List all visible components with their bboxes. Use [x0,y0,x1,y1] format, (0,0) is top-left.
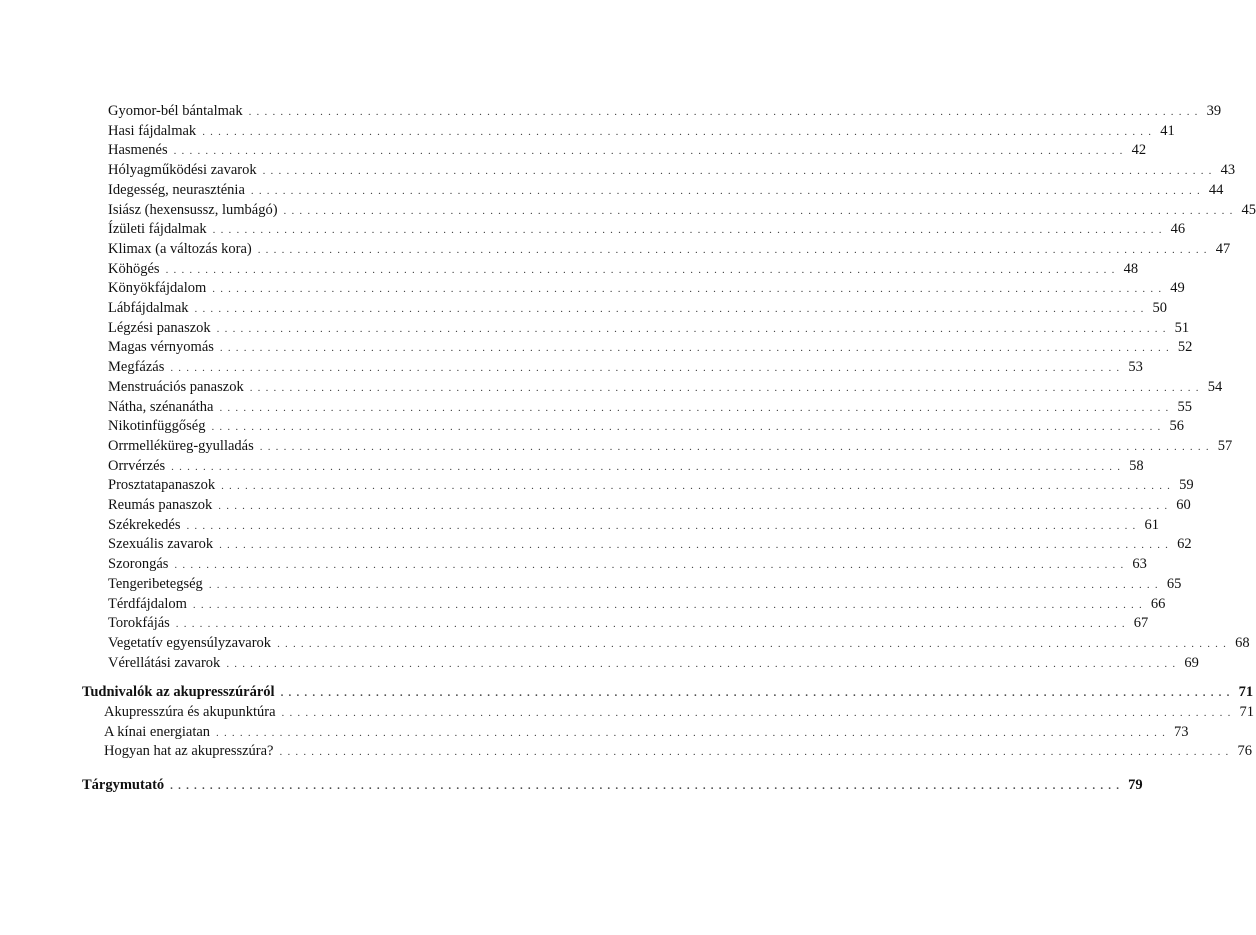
toc-entry[interactable] [108,437,1233,456]
toc-entry-title: Idegesség, neuraszténia [108,181,245,198]
dot-leader: ........................................................................................................................ [165,263,1120,276]
dot-leader: ........................................................................................................................ [211,421,1166,434]
toc-entry-title: Hasi fájdalmak [108,122,197,139]
toc-entry[interactable] [104,723,1189,742]
toc-entry-title: Nátha, szénanátha [108,398,214,415]
toc-entry-title: Térdfájdalom [108,595,187,612]
toc-entry-page: 59 [1179,477,1194,494]
toc-entry-title: Megfázás [108,359,165,376]
toc-entry-page: 39 [1206,103,1222,119]
toc-entry-title: Reumás panaszok [108,497,213,513]
toc-entry-page: 61 [1144,516,1159,533]
dot-leader: ........................................................................................................................ [283,204,1238,217]
toc-entry[interactable] [108,457,1144,476]
dot-leader: ........................................................................................................................ [216,322,1171,335]
toc-entry-page: 68 [1235,634,1250,651]
toc-heading-page: 79 [1128,777,1143,793]
toc-entry[interactable] [108,299,1168,318]
toc-entry-page: 52 [1177,339,1193,356]
toc-entry-page: 44 [1208,181,1224,198]
toc-entry[interactable] [108,654,1199,673]
toc-entry[interactable] [108,417,1184,436]
dot-leader: ........................................................................................................................ [219,342,1174,355]
toc-entry-page: 48 [1123,260,1139,277]
toc-entry[interactable] [108,181,1224,200]
toc-entry-title: Lábfájdalmak [108,300,189,316]
toc-entry-page: 58 [1129,457,1144,474]
toc-entry-page: 69 [1184,654,1199,671]
toc-entry[interactable] [108,161,1236,180]
toc-heading-title: Tudnivalók az akupresszúráról [82,684,275,700]
toc-entry-title: Torokfájás [108,615,170,632]
toc-entry-page: 67 [1133,615,1149,632]
toc-entry-page: 60 [1176,497,1191,513]
toc-entry[interactable] [108,516,1159,535]
toc-entry[interactable] [104,742,1252,761]
dot-leader: ........................................................................................................................ [212,224,1167,237]
toc-entry-title: Magas vérnyomás [108,339,214,356]
dot-leader: ........................................................................................................................ [174,559,1129,572]
toc-entry-title: Hogyan hat az akupresszúra? [104,743,274,760]
dot-leader: ........................................................................................................................ [221,480,1176,493]
toc-entry[interactable] [108,358,1143,377]
toc-entry-page: 42 [1131,142,1147,159]
dot-leader: ........................................................................................................................ [171,460,1126,473]
toc-entry[interactable] [108,260,1139,279]
toc-entry[interactable] [108,319,1190,338]
toc-entry-page: 41 [1160,122,1175,139]
toc-entry-page: 51 [1174,319,1190,336]
toc-entry[interactable] [108,279,1185,298]
toc-entry[interactable] [108,201,1256,220]
dot-leader: ........................................................................................................................ [208,578,1163,591]
dot-leader: ........................................................................................................................ [249,381,1204,394]
toc-entry-page: 63 [1132,556,1147,573]
toc-entry-page: 46 [1170,221,1186,238]
dot-leader: ........................................................................................................................ [257,243,1212,256]
dot-leader: ........................................................................................................................ [219,401,1174,414]
dot-leader: ........................................................................................................................ [262,165,1217,178]
toc-entry[interactable] [108,476,1194,495]
dot-leader: ........................................................................................................................ [216,726,1171,739]
toc-entry[interactable] [108,398,1192,417]
toc-entry[interactable] [108,555,1147,574]
toc-entry-title: Gyomor-bél bántalmak [108,103,243,119]
toc-entry-page: 45 [1241,201,1256,218]
toc-entry-title: Hasmenés [108,142,168,159]
dot-leader: ........................................................................................................................ [202,125,1157,138]
toc-entry-title: Menstruációs panaszok [108,378,244,395]
toc-entry-title: Tengeribetegség [108,575,203,592]
toc-entry-title: Székrekedés [108,516,181,533]
toc-entry-title: Isiász (hexensussz, lumbágó) [108,201,278,218]
toc-entry-page: 71 [1239,704,1255,720]
dot-leader: ........................................................................................................................ [173,145,1128,158]
toc-entry-title: Könyökfájdalom [108,280,207,297]
toc-entry[interactable] [108,122,1175,141]
toc-entry-page: 49 [1170,280,1185,297]
toc-entry-page: 54 [1207,378,1223,395]
toc-entry-title: Légzési panaszok [108,319,211,336]
dot-leader: ........................................................................................................................ [186,519,1141,532]
toc-heading[interactable] [82,683,1254,702]
dot-leader: ........................................................................................................................ [248,106,1203,118]
toc-entry[interactable] [108,595,1166,614]
toc-entry-page: 43 [1220,162,1236,179]
toc-entry[interactable] [108,338,1193,357]
dot-leader: ........................................................................................................................ [218,500,1173,512]
toc-entry-title: Klimax (a változás kora) [108,240,252,257]
toc-entry[interactable] [108,535,1192,554]
toc-entry-title: Köhögés [108,260,160,277]
toc-entry[interactable] [108,634,1250,653]
toc-entry-page: 62 [1177,536,1192,553]
toc-entry-title: Orrmelléküreg-gyulladás [108,437,254,454]
dot-leader: ........................................................................................................................ [279,746,1234,759]
toc-entry[interactable] [108,378,1223,397]
dot-leader: ........................................................................................................................ [226,657,1181,670]
toc-entry-title: A kínai energiatan [104,723,211,740]
dot-leader: ........................................................................................................................ [192,598,1147,611]
toc-entry-page: 65 [1166,575,1182,592]
dot-leader: ........................................................................................................................ [175,618,1130,631]
dot-leader: ........................................................................................................................ [212,283,1167,296]
toc-entry[interactable] [108,141,1147,160]
toc-entry-title: Vegetatív egyensúlyzavarok [108,634,272,651]
toc-entry[interactable] [108,220,1186,239]
dot-leader: ........................................................................................................................ [170,362,1125,375]
toc-heading-page: 71 [1238,684,1254,700]
dot-leader: ........................................................................................................................ [259,440,1214,453]
toc-entry-title: Szexuális zavarok [108,536,214,553]
toc-entry-title: Hólyagműködési zavarok [108,162,257,179]
toc-entry[interactable] [108,240,1231,259]
toc-entry-page: 76 [1237,743,1252,760]
toc-entry-title: Prosztatapanaszok [108,477,216,494]
dot-leader: ........................................................................................................................ [280,687,1235,699]
toc-entry-page: 57 [1217,437,1233,454]
toc-entry-title: Ízületi fájdalmak [108,221,207,238]
dot-leader: ........................................................................................................................ [277,637,1232,650]
toc-entry-page: 56 [1169,418,1184,435]
toc-entry[interactable] [108,496,1191,515]
toc-entry-title: Orrvérzés [108,457,166,474]
toc-entry-page: 50 [1152,300,1168,316]
dot-leader: ........................................................................................................................ [194,303,1149,315]
toc-entry[interactable] [108,614,1149,633]
toc-entry-page: 66 [1150,595,1166,612]
toc-entry[interactable] [104,703,1255,722]
toc-entry[interactable] [108,102,1222,121]
toc-entry-title: Vérellátási zavarok [108,654,221,671]
toc-entry[interactable] [108,575,1182,594]
toc-entry-title: Szorongás [108,556,169,573]
toc-entry-page: 47 [1215,240,1231,257]
toc-entry-page: 73 [1174,723,1189,740]
toc-heading-title: Tárgymutató [82,777,165,793]
toc-entry-page: 53 [1128,359,1143,376]
dot-leader: ........................................................................................................................ [281,707,1236,719]
toc-heading[interactable] [82,776,1143,795]
dot-leader: ........................................................................................................................ [170,780,1125,792]
dot-leader: ........................................................................................................................ [219,539,1174,552]
toc-entry-page: 55 [1177,398,1192,415]
toc-entry-title: Nikotinfüggőség [108,418,206,435]
toc-entry-title: Akupresszúra és akupunktúra [104,704,276,720]
dot-leader: ........................................................................................................................ [250,184,1205,197]
